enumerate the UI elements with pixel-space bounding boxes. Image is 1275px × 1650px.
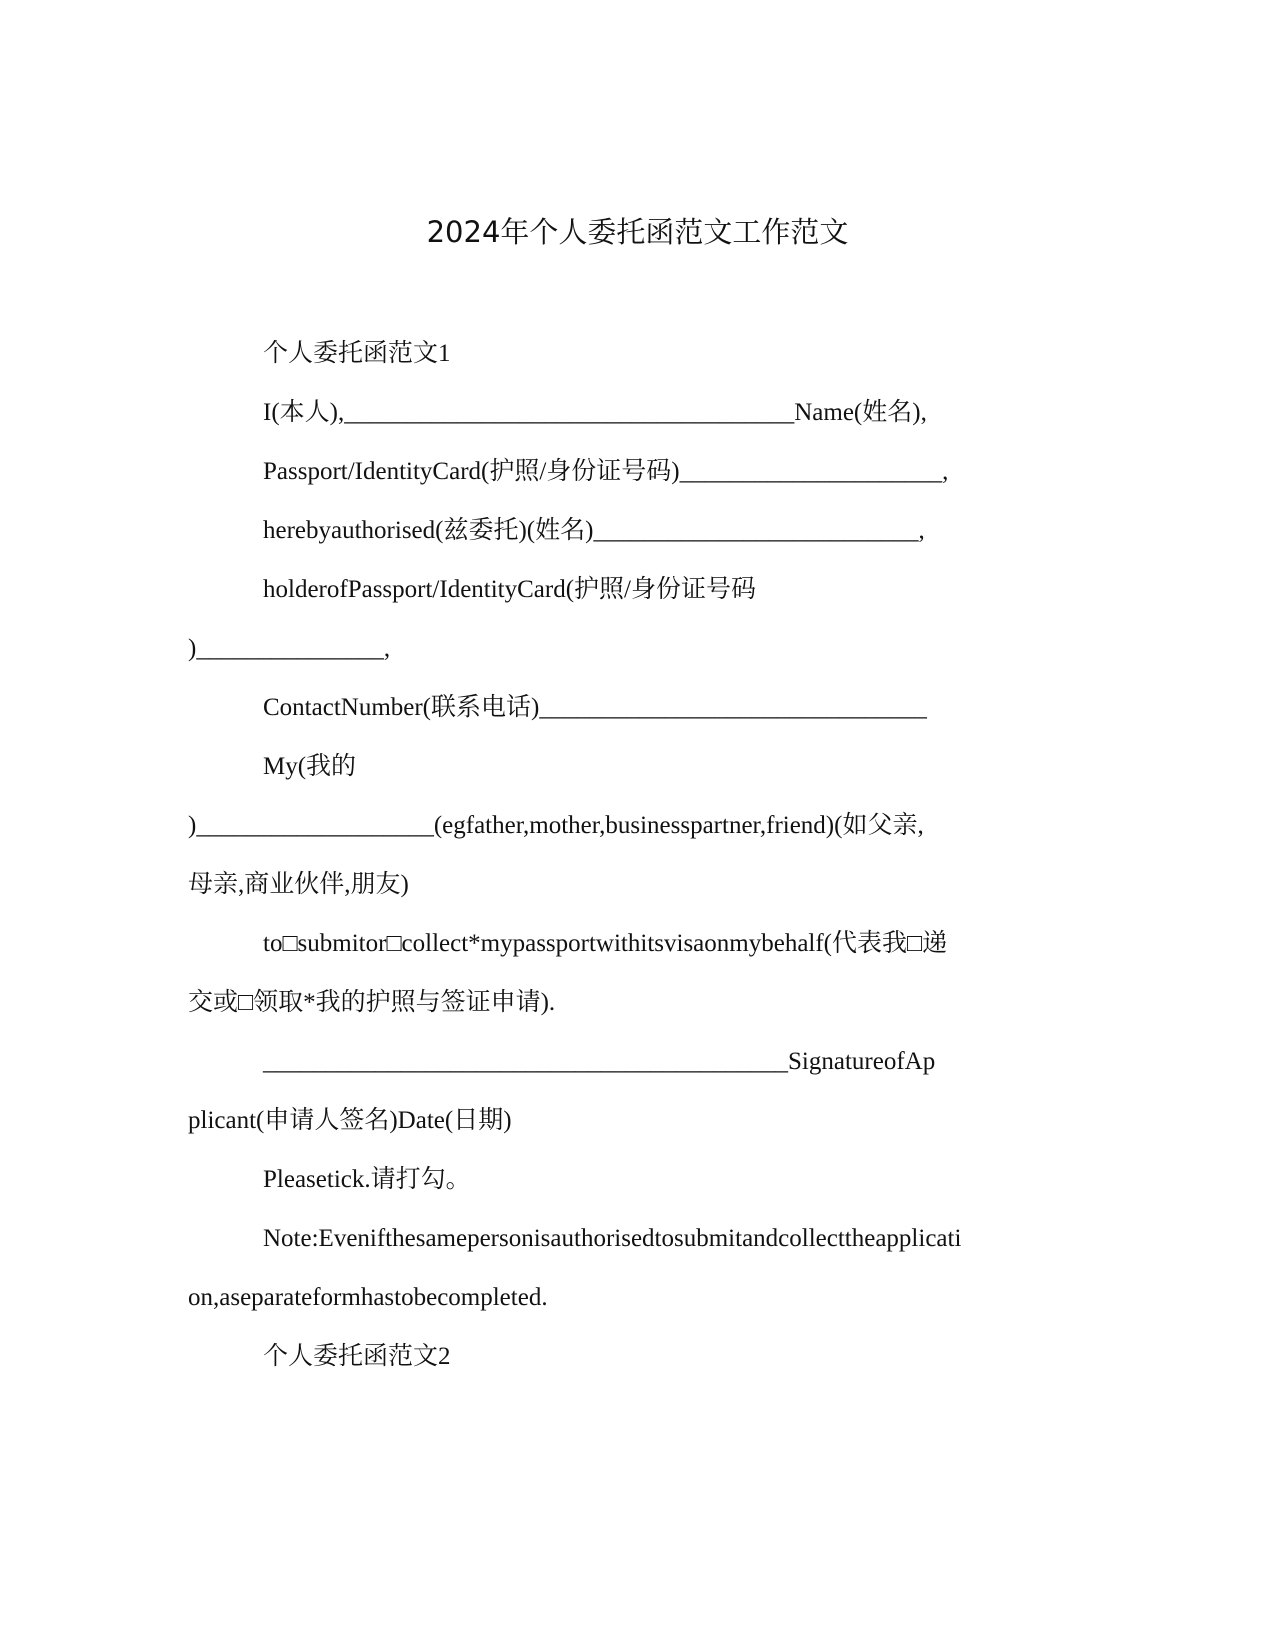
section-heading-2: 个人委托函范文2	[263, 1343, 451, 1370]
field-line-contact: ContactNumber(联系电话)_______________________________	[263, 694, 927, 721]
document-title: 2024年个人委托函范文工作范文	[426, 215, 849, 249]
note-line: Note:Evenifthesamepersonisauthorisedtosubmitandcollecttheapplicati	[263, 1225, 962, 1252]
field-line-purpose-cont: 交或□领取*我的护照与签证申请).	[188, 989, 556, 1016]
instruction-tick: Pleasetick.请打勾。	[263, 1166, 471, 1193]
field-line-holder: holderofPassport/IdentityCard(护照/身份证号码	[263, 576, 756, 603]
field-line-signature: __________________________________________SignatureofAp	[263, 1048, 936, 1075]
field-line-authorised: herebyauthorised(兹委托)(姓名)__________________________,	[263, 517, 925, 544]
field-line-name: I(本人),____________________________________Name(姓名),	[263, 399, 927, 426]
field-line-passport: Passport/IdentityCard(护照/身份证号码)_____________________,	[263, 458, 949, 485]
section-heading-1: 个人委托函范文1	[263, 340, 451, 367]
field-line-holder-cont: )_______________,	[188, 635, 391, 662]
field-line-signature-cont: plicant(申请人签名)Date(日期)	[188, 1107, 512, 1134]
field-line-relation: My(我的	[263, 753, 357, 780]
field-line-relation-cont: )___________________(egfather,mother,businesspartner,friend)(如父亲,	[188, 812, 924, 839]
field-line-relation-end: 母亲,商业伙伴,朋友)	[188, 871, 409, 898]
note-line-cont: on,aseparateformhastobecompleted.	[188, 1284, 548, 1311]
field-line-purpose: to□submitor□collect*mypassportwithitsvisaonmybehalf(代表我□递	[263, 930, 948, 957]
